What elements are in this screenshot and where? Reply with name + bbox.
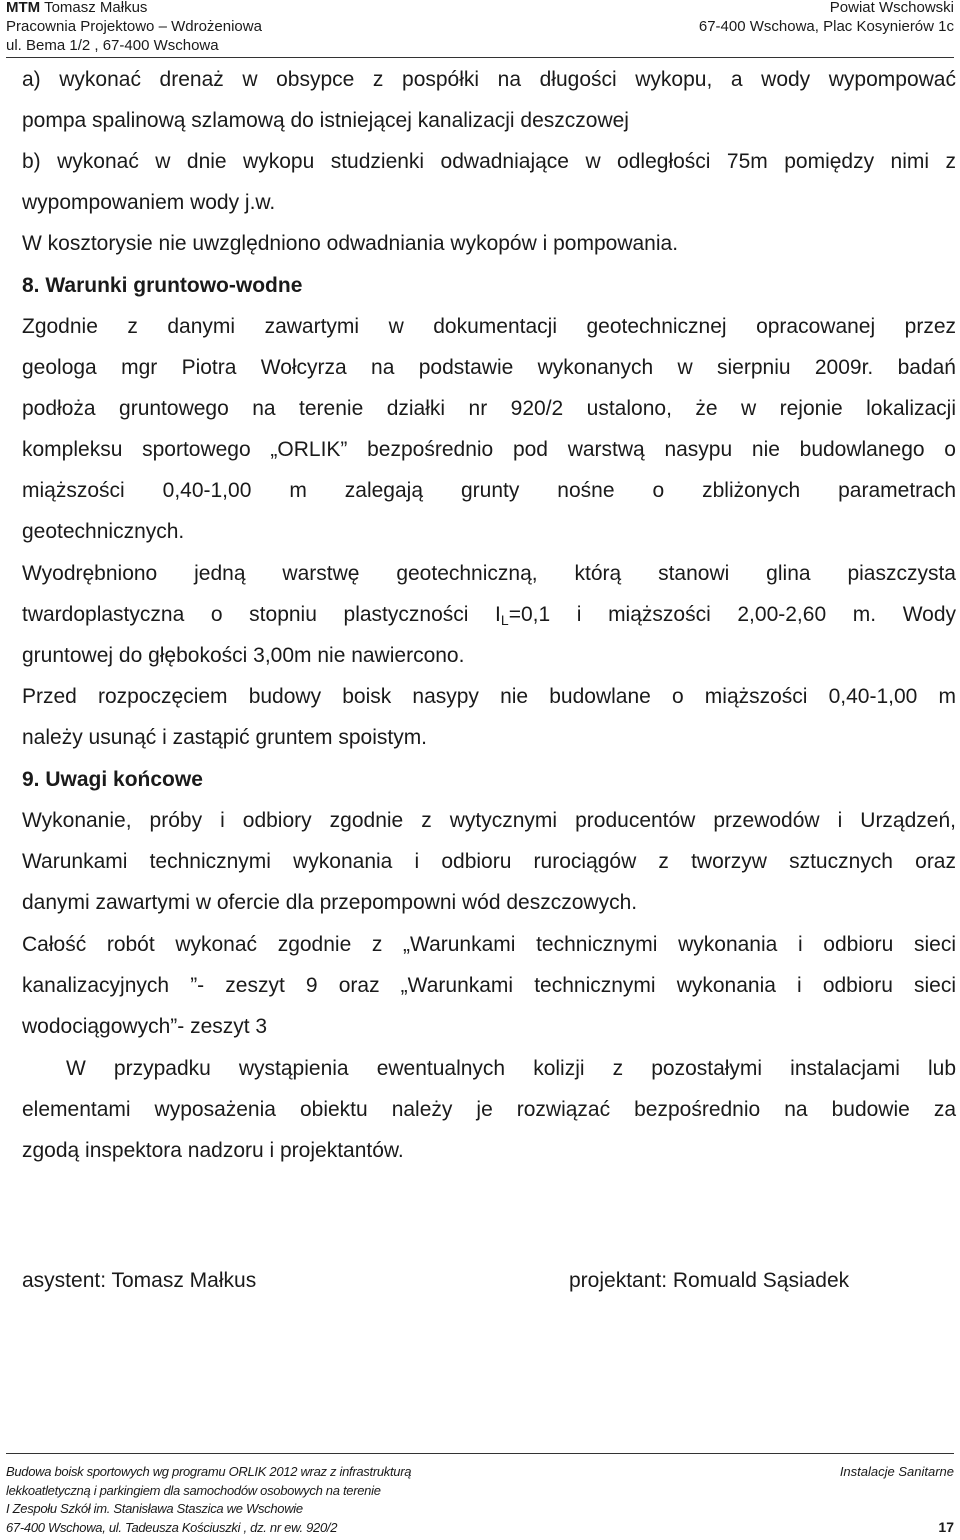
body-line: wodociągowych”- zeszyt 3: [22, 1015, 268, 1038]
section-heading-8: 8. Warunki gruntowo-wodne: [22, 274, 303, 297]
header-company-line: [6, 0, 262, 17]
body-line: pompa spalinową szlamową do istniejącej kanalizacji deszczowej: [22, 109, 629, 132]
body-line: Przed rozpoczęciem budowy boisk nasypy nie budowlane o miąższości 0,40-1,00 m: [22, 685, 956, 708]
designer-signature: projektant: Romuald Sąsiadek: [569, 1269, 850, 1292]
page-number: 17: [938, 1519, 954, 1535]
footer-divider: [6, 1453, 954, 1454]
body-line: wypompowaniem wody j.w.: [22, 191, 276, 214]
body-line: kanalizacyjnych ”- zeszyt 9 oraz „Warunkami technicznymi wykonania i odbioru sieci: [22, 974, 956, 997]
header-client: Powiat Wschowski: [829, 0, 954, 16]
body-line: b) wykonać w dnie wykopu studzienki odwadniające w odległości 75m pomiędzy nimi z: [22, 150, 956, 173]
footer-project-address: 67-400 Wschowa, ul. Tadeusza Kościuszki , dz. nr ew. 920/2: [6, 1519, 338, 1535]
body-line: Warunkami technicznymi wykonania i odbioru rurociągów z tworzyw sztucznych oraz: [22, 850, 956, 873]
body-line: a) wykonać drenaż w obsypce z pospółki na długości wykopu, a wody wypompować: [22, 68, 956, 91]
body-line: Całość robót wykonać zgodnie z „Warunkami technicznymi wykonania i odbioru sieci: [22, 933, 956, 956]
body-line: kompleksu sportowego „ORLIK” bezpośrednio pod warstwą nasypu nie budowlanego o: [22, 438, 956, 461]
header-company-type: Pracownia Projektowo – Wdrożeniowa: [6, 18, 262, 35]
body-line: zgodą inspektora nadzoru i projektantów.: [22, 1139, 404, 1162]
footer-project-title: Budowa boisk sportowych wg programu ORLIK 2012 wraz z infrastrukturą: [6, 1464, 412, 1479]
body-line: [22, 603, 956, 627]
header-company-address: ul. Bema 1/2 , 67-400 Wschowa: [6, 37, 219, 54]
body-line: Wyodrębniono jedną warstwę geotechniczną, którą stanowi glina piaszczysta: [22, 562, 956, 585]
body-line: gruntowej do głębokości 3,00m nie nawiercono.: [22, 644, 465, 667]
body-text-fragment: =0,1 i miąższości 2,00-2,60 m. Wody: [508, 603, 957, 626]
header-divider: [6, 57, 954, 58]
company-owner: Tomasz Małkus: [44, 0, 148, 16]
company-brand: MTM: [6, 0, 41, 16]
body-line: geologa mgr Piotra Wołcyrza na podstawie wykonanych w sierpniu 2009r. badań: [22, 356, 956, 379]
section-heading-9: 9. Uwagi końcowe: [22, 768, 203, 791]
body-line: miąższości 0,40-1,00 m zalegają grunty nośne o zbliżonych parametrach: [22, 479, 956, 502]
footer-left: [6, 1463, 411, 1537]
body-line: W przypadku wystąpienia ewentualnych kolizji z pozostałymi instalacjami lub: [66, 1057, 956, 1080]
body-line: Wykonanie, próby i odbiory zgodnie z wytycznymi producentów przewodów i Urządzeń,: [22, 809, 956, 832]
footer-project-school: I Zespołu Szkół im. Stanisława Staszica we Wschowie: [6, 1501, 303, 1516]
header-right: [699, 0, 954, 36]
body-line: Zgodnie z danymi zawartymi w dokumentacji geotechnicznej opracowanej przez: [22, 315, 956, 338]
footer-project-desc: lekkoatletyczną i parkingiem dla samochodów osobowych na terenie: [6, 1482, 381, 1498]
body-line: geotechnicznych.: [22, 520, 185, 543]
footer-section: Instalacje Sanitarne: [839, 1464, 954, 1479]
subscript-l: L: [500, 612, 509, 628]
body-line: podłoża gruntowego na terenie działki nr 920/2 ustalono, że w rejonie lokalizacji: [22, 397, 956, 420]
body-line: danymi zawartymi w ofercie dla przepompowni wód deszczowych.: [22, 891, 638, 914]
body-line: W kosztorysie nie uwzględniono odwadniania wykopów i pompowania.: [22, 232, 679, 255]
body-text-fragment: twardoplastyczna o stopniu plastyczności I: [22, 603, 501, 626]
header-left: [6, 0, 262, 55]
body-line: elementami wyposażenia obiektu należy je rozwiązać bezpośrednio na budowie za: [22, 1098, 956, 1121]
assistant-signature: asystent: Tomasz Małkus: [22, 1269, 257, 1292]
header-client-address: 67-400 Wschowa, Plac Kosynierów 1c: [698, 18, 954, 35]
body-line: należy usunąć i zastąpić gruntem spoistym.: [22, 726, 428, 749]
